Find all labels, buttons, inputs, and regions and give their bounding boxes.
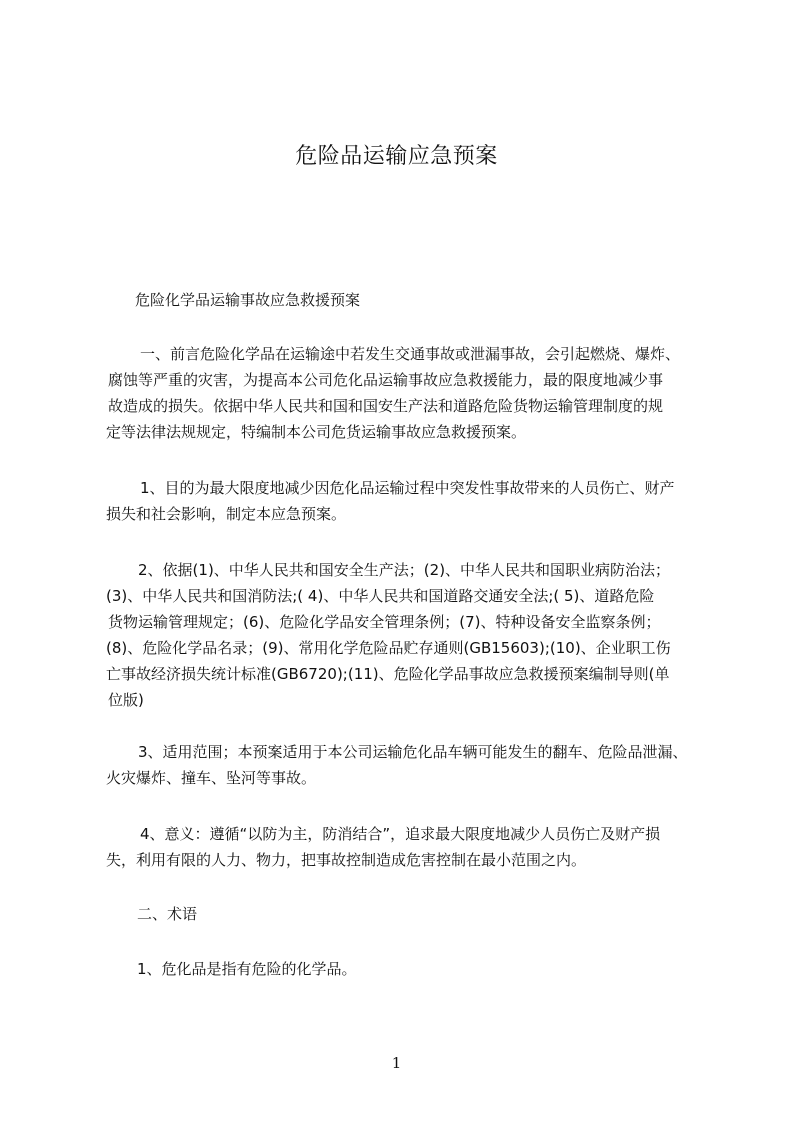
document-title: 危险品运输应急预案 <box>295 144 498 169</box>
paragraph-preface <box>0 341 680 445</box>
paragraph-scope <box>0 739 688 791</box>
paragraph-line: (3)、中华人民共和国消防法;( 4)、中华人民共和国道路交通安全法;( 5)、道路危险 <box>106 587 655 605</box>
term-definition: 1、危化品是指有危险的化学品。 <box>137 960 357 978</box>
paragraph-purpose <box>0 475 675 527</box>
paragraph-line: 货物运输管理规定；(6)、危险化学品安全管理条例；(7)、特种设备安全监察条例； <box>108 613 661 631</box>
paragraph-line: 故造成的损失。依据中华人民共和国和国安生产法和道路危险货物运输管理制度的规 <box>108 397 664 415</box>
paragraph-line: 损失和社会影响，制定本应急预案。 <box>106 505 347 523</box>
paragraph-significance <box>0 821 660 873</box>
paragraph-line: (8)、危险化学品名录；(9)、常用化学危险品贮存通则(GB15603);(10)、企业职工伤 <box>106 639 671 657</box>
paragraph-line: 火灾爆炸、撞车、坠河等事故。 <box>106 769 317 787</box>
paragraph-basis <box>0 557 701 713</box>
paragraph-line: 位版) <box>108 691 144 709</box>
paragraph-line: 4、意义：遵循“以防为主，防消结合”，追求最大限度地减少人员伤亡及财产损 <box>140 825 661 843</box>
paragraph-line: 2、依据(1)、中华人民共和国安全生产法；(2)、中华人民共和国职业病防治法； <box>138 561 671 579</box>
paragraph-line: 失，利用有限的人力、物力，把事故控制造成危害控制在最小范围之内。 <box>106 851 587 869</box>
paragraph-line: 一、前言危险化学品在运输途中若发生交通事故或泄漏事故，会引起燃烧、爆炸、 <box>140 345 681 363</box>
paragraph-line: 3、适用范围；本预案适用于本公司运输危化品车辆可能发生的翻车、危险品泄漏、 <box>138 743 688 761</box>
paragraph-line: 定等法律法规规定，特编制本公司危货运输事故应急救援预案。 <box>106 423 527 441</box>
paragraph-line: 1、目的为最大限度地减少因危化品运输过程中突发性事故带来的人员伤亡、财产 <box>140 479 675 497</box>
section-heading-terms: 二、术语 <box>137 905 198 923</box>
page-number: 1 <box>391 1054 402 1072</box>
document-subtitle: 危险化学品运输事故应急救援预案 <box>135 291 361 309</box>
paragraph-line: 腐蚀等严重的灾害，为提高本公司危化品运输事故应急救援能力，最的限度地减少事 <box>108 371 664 389</box>
paragraph-line: 亡事故经济损失统计标准(GB6720);(11)、危险化学品事故应急救援预案编制导则(单 <box>106 665 670 683</box>
